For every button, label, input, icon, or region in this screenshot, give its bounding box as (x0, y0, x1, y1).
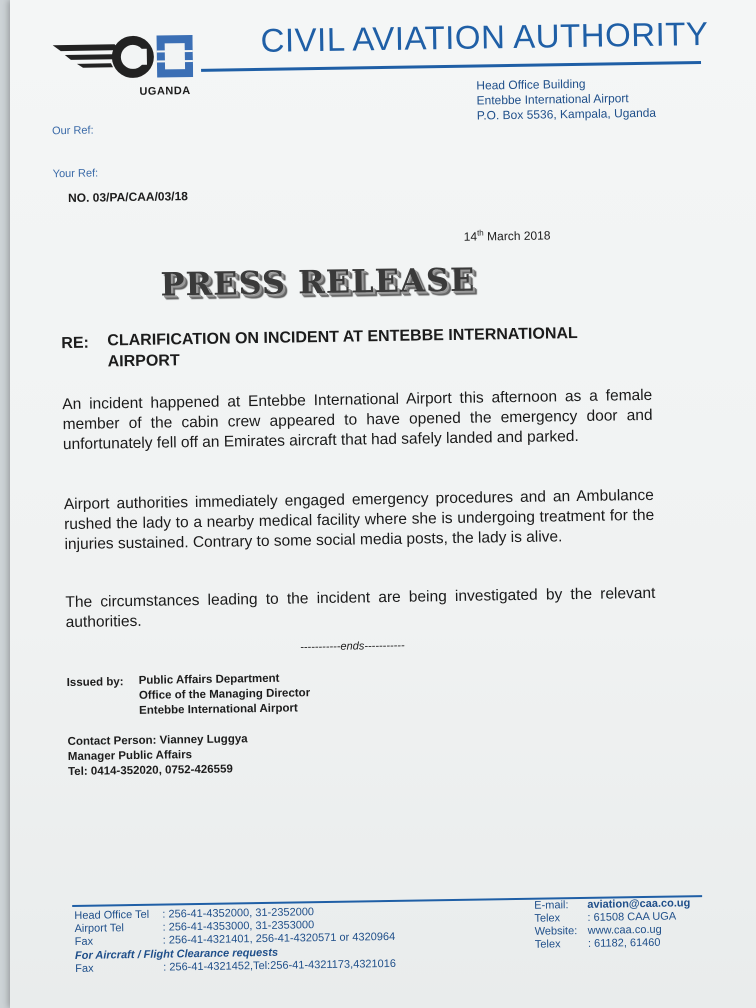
country-label: UGANDA (139, 85, 191, 98)
organization-title: CIVIL AVIATION AUTHORITY (260, 14, 709, 59)
press-release-heading: PRESS RELEASE (160, 260, 476, 304)
document-page (10, 0, 756, 1008)
contact-block (68, 732, 249, 780)
document-date (464, 227, 551, 243)
footer-row (535, 936, 691, 951)
footer-key: Fax (74, 935, 94, 948)
your-ref-label: Your Ref: (52, 167, 99, 181)
footer-key: Telex (534, 912, 561, 925)
head-office-address (476, 76, 656, 124)
re-label: RE: (61, 334, 90, 353)
date-rest: March 2018 (483, 228, 551, 244)
footer-key: Telex (534, 938, 561, 951)
issued-line: Office of the Managing Director (138, 687, 311, 702)
ends-marker: -----------ends----------- (300, 639, 405, 654)
email-value: aviation@caa.co.ug (587, 897, 691, 911)
footer-key: Airport Tel (74, 922, 124, 935)
website-value: www.caa.co.ug (587, 923, 662, 937)
address-line: P.O. Box 5536, Kampala, Uganda (476, 105, 657, 123)
issued-line: Public Affairs Department (138, 672, 280, 687)
address-line: Entebbe International Airport (476, 91, 629, 108)
reference-number: NO. 03/PA/CAA/03/18 (67, 189, 188, 205)
footer-key: Fax (75, 962, 94, 975)
caa-logo-mark (52, 29, 193, 85)
body-paragraph-3: The circumstances leading to the incident are being investigated by the relevant authorities. (65, 584, 656, 632)
footer-key: Head Office Tel (74, 908, 150, 922)
footer-row (534, 910, 690, 925)
our-ref-label: Our Ref: (51, 124, 94, 138)
contact-tel: Tel: 0414-352020, 0752-426559 (67, 763, 233, 779)
clearance-heading: For Aircraft / Flight Clearance requests (74, 946, 279, 962)
footer-value: : 61508 CAA UGA (587, 910, 677, 924)
body-paragraph-2: Airport authorities immediately engaged emergency procedures and an Ambulance rushed the lady to a nearby medical facility where she is undergoing treatment for the injuries sustained. Contrary to some social media posts, the lady is alive. (63, 486, 655, 554)
issued-line: Entebbe International Airport (139, 702, 298, 717)
contact-person: Contact Person: Vianney Luggya (67, 733, 248, 749)
footer-value: : 256-41-4321401, 256-41-4320571 or 4320964 (162, 930, 396, 947)
footer-value: : 256-41-4321452,Tel:256-41-4321173,4321016 (163, 957, 397, 974)
body-paragraph-1: An incident happened at Entebbe International Airport this afternoon as a female member of the cabin crew appeared to have opened the emergency door and unfortunately fell off an Emirates aircraft that had safely landed and parked. (62, 386, 653, 454)
caa-logo (52, 29, 193, 85)
date-day: 14 (463, 229, 478, 244)
footer-key: E-mail: (534, 899, 569, 912)
address-line: Head Office Building (476, 76, 586, 93)
footer-value: : 61182, 61460 (587, 936, 661, 950)
issued-by-label: Issued by: (66, 676, 124, 690)
re-subject: CLARIFICATION ON INCIDENT AT ENTEBBE INTERNATIONAL AIRPORT (107, 324, 578, 371)
footer-value: : 256-41-4352000, 31-2352000 (162, 906, 315, 921)
footer-key: Website: (534, 925, 578, 938)
footer-online (534, 897, 691, 951)
footer-contacts (74, 905, 396, 976)
title-underline (201, 61, 701, 72)
footer-value: : 256-41-4353000, 31-2353000 (162, 919, 315, 934)
contact-title: Manager Public Affairs (67, 749, 193, 764)
date-suffix: th (476, 228, 484, 238)
issued-by-details (139, 671, 311, 719)
